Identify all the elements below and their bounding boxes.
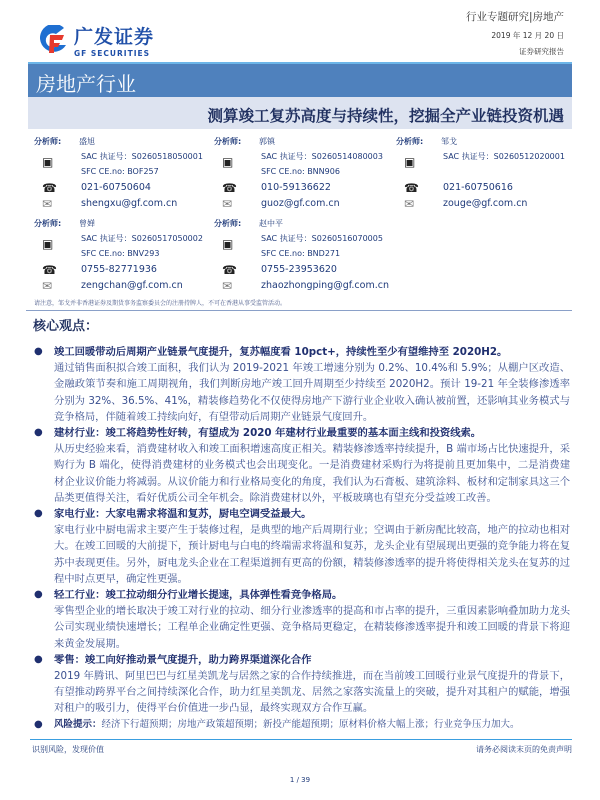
point-light-industry	[32, 587, 570, 652]
certificate-icon: ▣	[42, 155, 54, 169]
report-date: 2019 年 12 月 20 日	[491, 31, 564, 40]
logo-text-en: GF SECURITIES	[74, 49, 151, 58]
analyst-disclaimer: 请注意，邹戈并非香港证券及期货事务监察委员会的注册持牌人，不可在香港从事受监管活动。	[34, 300, 287, 307]
sfc-number: SFC CE.no: BNV293	[81, 249, 160, 258]
analyst-phone: 010-59136622	[261, 182, 331, 193]
analyst-name: 曾婵	[79, 219, 95, 228]
sac-number: SAC 执证号：S0260514080003	[261, 152, 383, 161]
analyst-label: 分析师:	[34, 219, 62, 228]
point-heading: 竣工回暖带动后周期产业链景气度提升，复苏幅度看 10pct+，持续性至少有望维持至 2020H2。	[54, 346, 508, 358]
core-views-heading: 核心观点：	[33, 319, 99, 334]
analyst-card	[396, 136, 576, 212]
analyst-label: 分析师:	[396, 137, 424, 146]
analyst-email[interactable]: shengxu@gf.com.cn	[81, 198, 178, 209]
report-type: 行业专题研究|房地产	[465, 11, 564, 23]
point-body: 零售型企业的增长取决于竣工对行业的拉动、细分行业渗透率的提高和市占率的提升，三重因素影响叠加助力龙头公司实现业绩快速增长；工程单企业确定性更强、竞争格局更稳定，在精装修渗透率提升和竣工回暖的背景下将迎来黄金发展期。	[54, 605, 570, 650]
section-divider	[26, 310, 572, 311]
sfc-number: SFC CE.no: BOF257	[81, 167, 159, 176]
analyst-card	[214, 136, 394, 212]
phone-icon: ☎	[222, 263, 237, 277]
email-icon: ✉	[42, 279, 53, 293]
analyst-email[interactable]: zouge@gf.com.cn	[443, 198, 528, 209]
report-title: 测算竣工复苏高度与持续性，挖掘全产业链投资机遇	[28, 97, 572, 129]
phone-icon: ☎	[404, 181, 419, 195]
report-category: 证券研究报告	[519, 47, 564, 56]
bullet-icon: ●	[34, 346, 43, 357]
sac-number: SAC 执证号：S0260518050001	[81, 152, 203, 161]
analyst-phone: 0755-82771936	[81, 264, 157, 275]
analyst-card	[214, 218, 394, 294]
point-heading: 建材行业：竣工将趋势性好转，有望成为 2020 年建材行业最重要的基本面主线和投资线索。	[54, 427, 482, 440]
analyst-name: 郭镇	[259, 137, 275, 146]
point-body: 从历史经验来看，消费建材收入和竣工面积增速高度正相关。精装修渗透率持续提升，B 端市场占比快速提升，采购行为 B 端化，使得消费建材的业务模式也会出现变化。一是消费建材采购行为将提前且更加集中，二是消费建材企业议价能力将减弱。从议价能力和行业格局变化的角度，我们认为石膏板、建筑涂料、板材和定制家具这三个品类更值得关注，看好优质公司全年机会。除消费建材以外，平板玻璃也有望充分受益竣工改善。	[54, 443, 570, 504]
bullet-icon: ●	[34, 653, 43, 665]
logo-mark-icon	[38, 25, 68, 55]
analyst-email[interactable]: guoz@gf.com.cn	[261, 198, 340, 209]
core-views	[32, 344, 570, 733]
certificate-icon: ▣	[404, 155, 416, 169]
analyst-email[interactable]: zengchan@gf.com.cn	[81, 280, 183, 291]
point-retail	[32, 652, 570, 717]
footer-divider	[30, 739, 572, 740]
logo-text-cn: 广发证券	[74, 26, 155, 48]
analyst-label: 分析师:	[214, 137, 242, 146]
point-building-materials	[32, 425, 570, 506]
sac-number: SAC 执证号：S0260512020001	[443, 152, 565, 161]
email-icon: ✉	[222, 279, 233, 293]
sfc-number: SFC CE.no: BNN906	[261, 167, 340, 176]
certificate-icon: ▣	[222, 237, 234, 251]
analyst-card	[34, 218, 214, 294]
point-body: 通过销售面积拟合竣工面积，我们认为 2019-2021 年竣工增速分别为 0.2%、10.4%和 5.9%；从棚户区改造、金融政策节奏和施工周期视角，我们判断房地产竣工回升周期至少持续至 2020H2。预计 19-21 年全装修渗透率分别为 32%、36.5%、41%，精装修趋势化不仅使得房地产下游行业企业收入确认被前置，还影响其业务模式与竞争格局，伴随着竣工持续向好，有望带动后周期产业链景气度回升。	[54, 362, 570, 423]
analyst-name: 赵中平	[259, 219, 283, 228]
email-icon: ✉	[42, 197, 53, 211]
point-body: 2019 年腾讯、阿里巴巴与红星美凯龙与居然之家的合作持续推进，而在当前竣工回暖行业景气度提升的背景下，有望推动跨界平台之间持续深化合作，助力红星美凯龙、居然之家落实流量上的突破，提升对其租户的赋能，增强对租户的吸引力，使得平台价值进一步凸显，最终实现双方合作互赢。	[54, 670, 570, 715]
risk-heading: 风险提示：	[54, 718, 102, 730]
sac-number: SAC 执证号：S0260517050002	[81, 234, 203, 243]
analyst-name: 盛旭	[79, 137, 95, 146]
industry-banner: 房地产行业	[28, 64, 572, 97]
email-icon: ✉	[404, 197, 415, 211]
sfc-number: SFC CE.no: BND271	[261, 249, 341, 258]
point-heading: 零售：竣工向好推动景气度提升，助力跨界渠道深化合作	[54, 653, 312, 666]
analyst-card	[34, 136, 214, 212]
footer-slogan: 识别风险，发现价值	[32, 745, 104, 754]
footer-disclaimer-link[interactable]: 请务必阅读末页的免责声明	[476, 745, 572, 754]
bullet-icon: ●	[34, 508, 43, 520]
bullet-icon: ●	[34, 427, 43, 439]
point-completion	[32, 344, 570, 425]
point-risk	[32, 717, 570, 733]
analyst-phone: 021-60750616	[443, 182, 513, 193]
certificate-icon: ▣	[222, 155, 234, 169]
risk-body: 经济下行超预期；房地产政策超预期；新投产能超预期；原材料价格大幅上涨；行业竞争压力加大。	[101, 718, 520, 730]
bullet-icon: ●	[34, 589, 43, 601]
email-icon: ✉	[222, 197, 233, 211]
analyst-label: 分析师:	[214, 219, 242, 228]
phone-icon: ☎	[222, 181, 237, 195]
point-heading: 家电行业：大家电需求将温和复苏，厨电空调受益最大。	[54, 508, 312, 521]
analyst-phone: 0755-23953620	[261, 264, 337, 275]
certificate-icon: ▣	[42, 237, 54, 251]
phone-icon: ☎	[42, 181, 57, 195]
analyst-email[interactable]: zhaozhongping@gf.com.cn	[261, 280, 389, 291]
analyst-label: 分析师:	[34, 137, 62, 146]
point-body: 家电行业中厨电需求主要产生于装修过程，是典型的地产后周期行业；空调由于新房配比较高，地产的拉动也相对大。在竣工回暖的大前提下，预计厨电与白电的终端需求将温和复苏，龙头企业有望展现出更强的竞争能力将在复苏中表现更佳。另外，厨电龙头企业在工程渠道拥有更高的份额，精装修渗透率的提升将使得相关龙头在复苏的过程中时点更早，确定性更强。	[54, 524, 570, 585]
analyst-name: 邹戈	[441, 137, 457, 146]
bullet-icon: ●	[34, 718, 43, 730]
page-number: 1 / 39	[289, 776, 311, 784]
point-heading: 轻工行业：竣工拉动细分行业增长提速，具体弹性看竞争格局。	[54, 589, 343, 602]
point-home-appliances	[32, 506, 570, 587]
gf-securities-logo	[38, 22, 154, 58]
phone-icon: ☎	[42, 263, 57, 277]
analyst-phone: 021-60750604	[81, 182, 151, 193]
sac-number: SAC 执证号：S0260516070005	[261, 234, 383, 243]
